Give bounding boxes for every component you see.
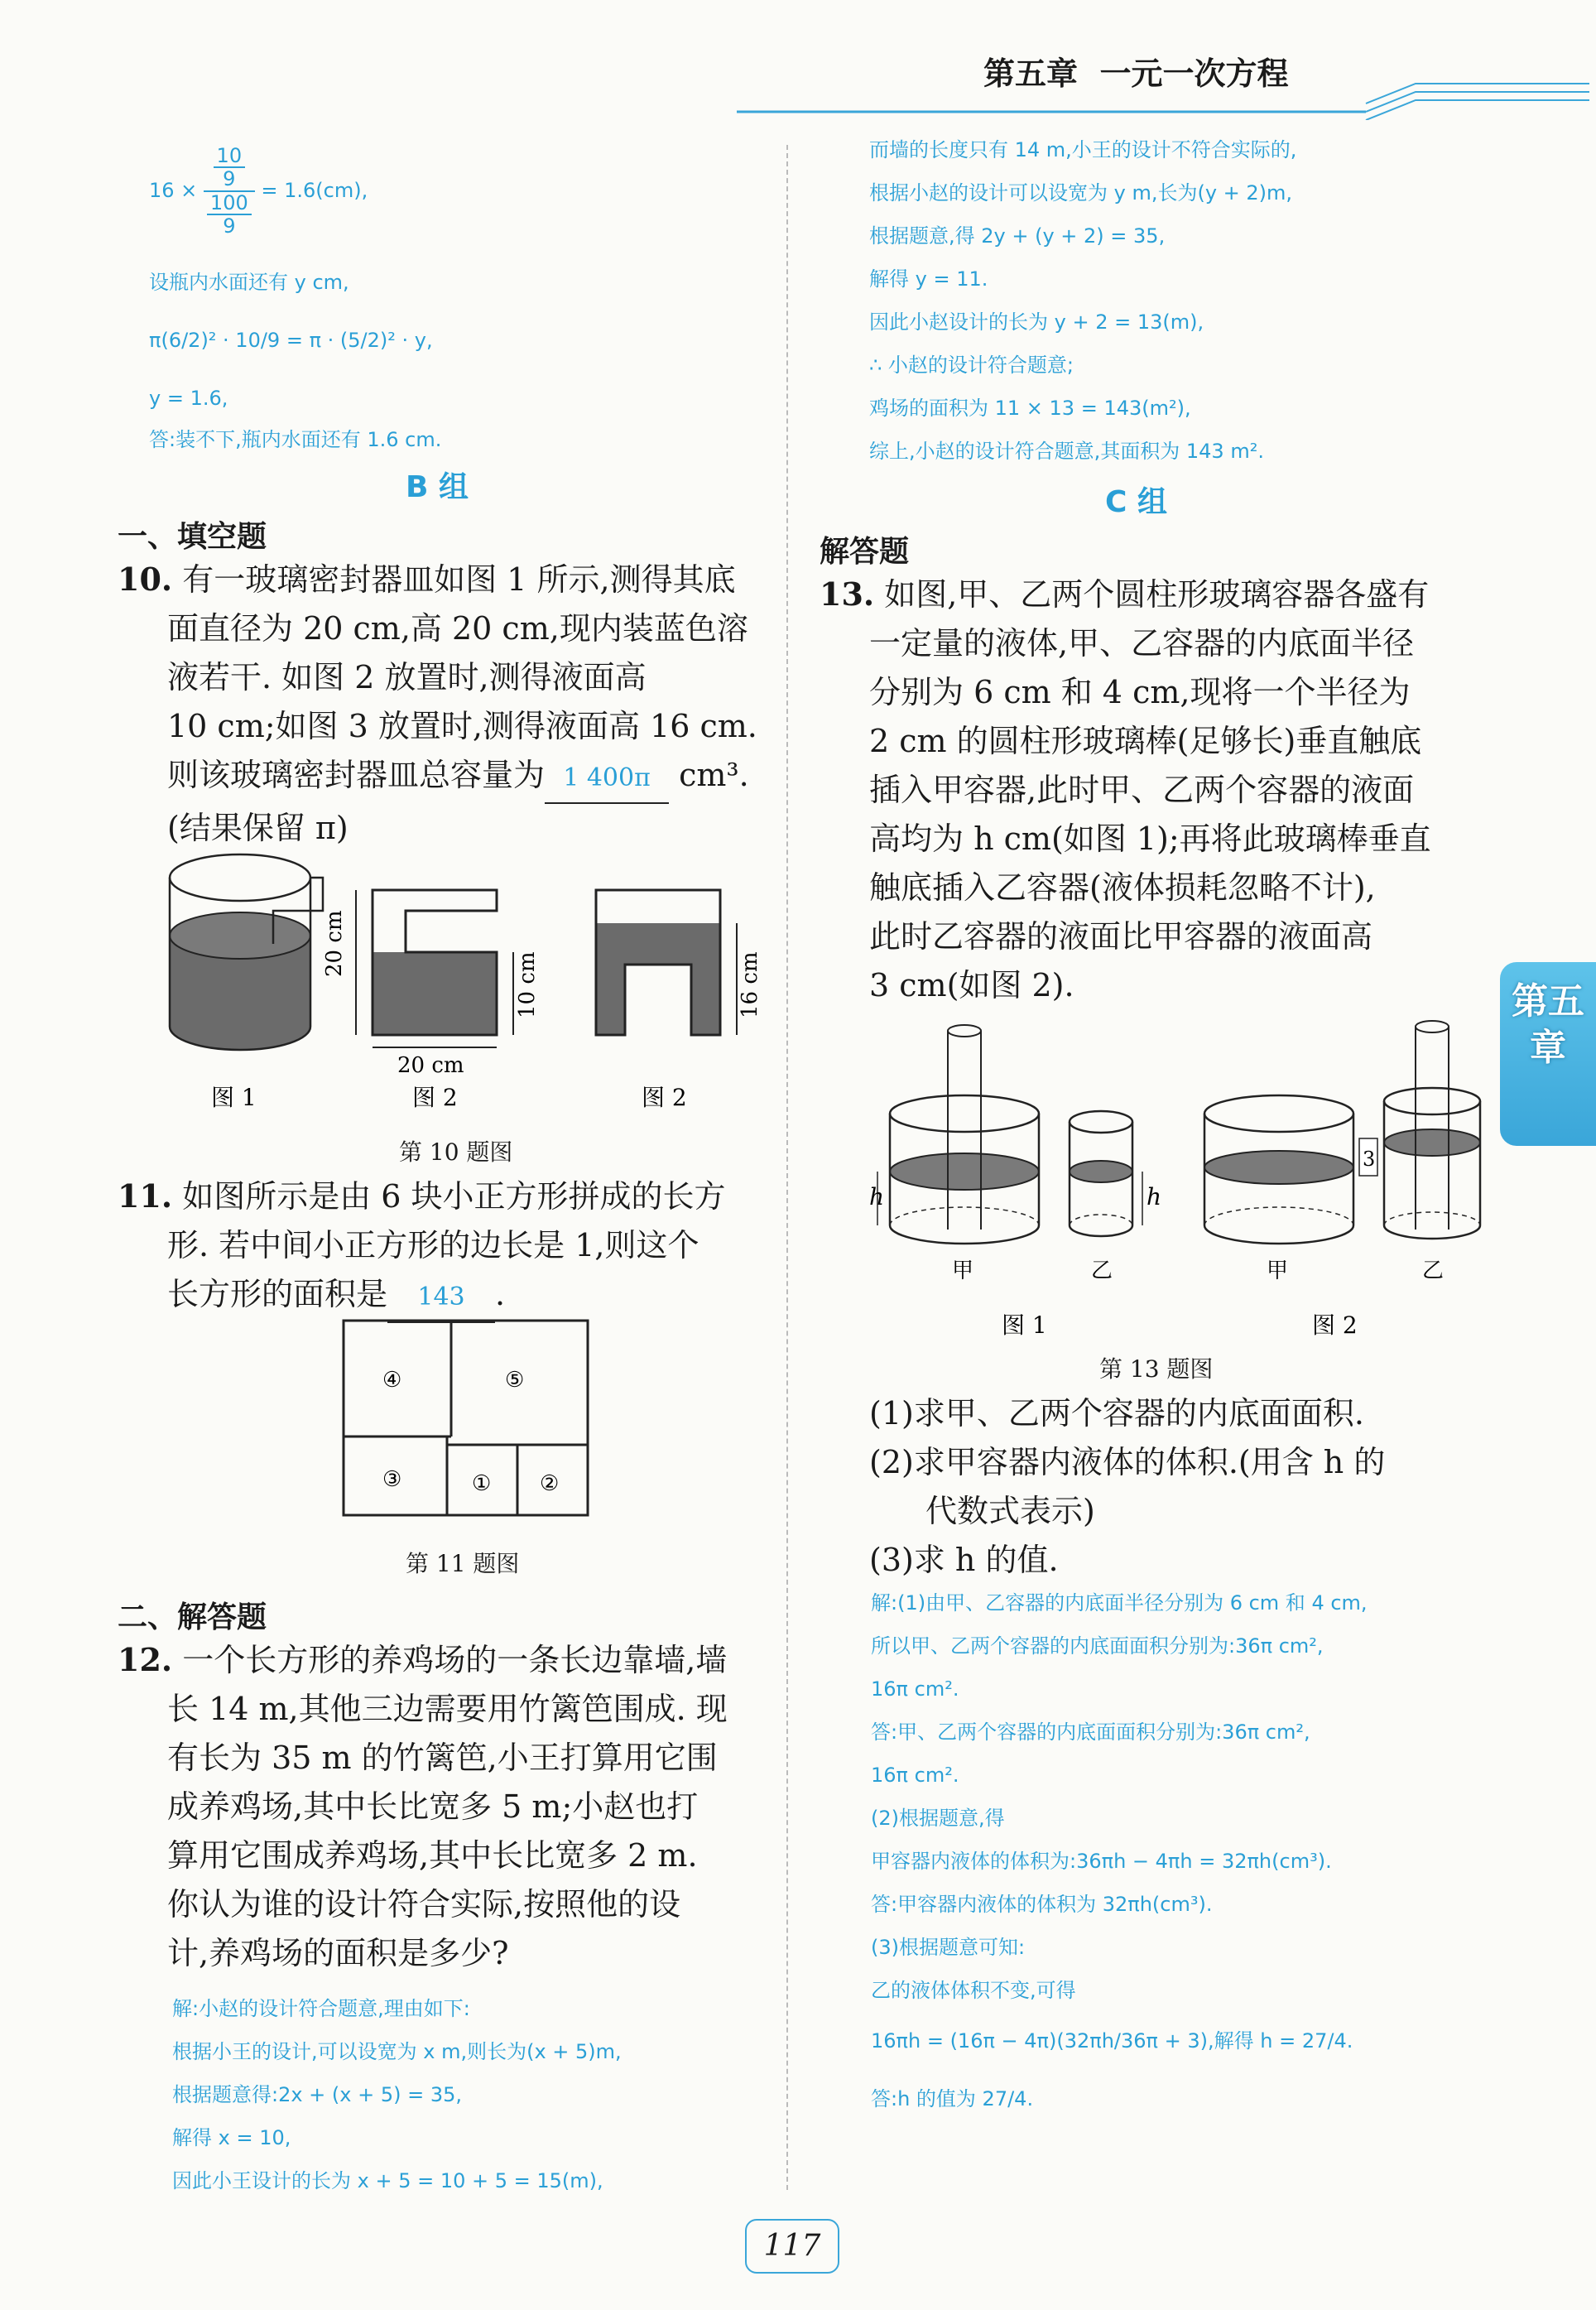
square-5-label: ⑤ — [505, 1368, 525, 1393]
right-top-solution: 而墙的长度只有 14 m,小王的设计不符合实际的, 根据小赵的设计可以设宽为 y m,长为(y + 2)m, 根据题意,得 2y + (y + 2) = 35, 解得 y = 11. 因此小赵设计的长为 y + 2 = 13(m), ∴ 小赵的设计符合题意; 鸡场的面积为 11 × 13 = 143(m²), 综上,小赵的设计符合题意,其面积为 143 m². — [869, 138, 1297, 463]
answer-blank-q11: 143 — [387, 1273, 495, 1323]
q10-caption: 第 10 题图 — [399, 1138, 513, 1166]
label-yi-1: 乙 — [1091, 1258, 1113, 1283]
fig2-container-jia — [1204, 1095, 1377, 1244]
q13-solution: 解:(1)由甲、乙容器的内底面半径分别为 6 cm 和 4 cm, 所以甲、乙两个容器的内底面面积分别为:36π cm², 16π cm². 答:甲、乙两个容器的内底面面积分别为:36π cm², 16π cm². (2)根据题意,得 甲容器内液体的体积为:36πh − 4πh = 32πh(cm³). 答:甲容器内液体的体积为 32πh(cm³). (3)根据题意可知: 乙的液体体积不变,可得 16πh = (16π − 4π)(32πh/36π + 3),解得 h = 27/4. 答:h 的值为 27/4. — [871, 1591, 1368, 2110]
column-divider — [786, 145, 788, 2190]
dim-20cm-horizontal: 20 cm — [397, 1053, 464, 1078]
label-h-yi: h — [1147, 1183, 1162, 1210]
label-h-jia: h — [869, 1183, 885, 1210]
q13-parts: (1)求甲、乙两个容器的内底面面积. (2)求甲容器内液体的体积.(用含 h 的 代数式表示) (3)求 h 的值. — [869, 1395, 1386, 1578]
page-number-box — [745, 2219, 839, 2274]
page-number: 117 — [763, 2229, 821, 2263]
fig1-cylinder — [170, 854, 323, 1050]
label-jia-1: 甲 — [952, 1258, 974, 1283]
q11-caption: 第 11 题图 — [406, 1550, 520, 1577]
group-c-heading: C 组 — [1105, 485, 1167, 519]
question-11: 11. 如图所示是由 6 块小正方形拼成的长方 形. 若中间小正方形的边长是 1,则这个 长方形的面积是 143 . — [118, 1172, 763, 1323]
q12-solution: 解:小赵的设计符合题意,理由如下: 根据小王的设计,可以设宽为 x m,则长为(x + 5)m, 根据题意得:2x + (x + 5) = 35, 解得 x = 10, 因此小王设计的长为 x + 5 = 10 + 5 = 15(m), — [172, 1997, 622, 2192]
fig1-container-jia — [869, 1025, 1039, 1244]
question-13: 13. 如图,甲、乙两个圆柱形玻璃容器各盛有 一定量的液体,甲、乙容器的内底面半径 分别为 6 cm 和 4 cm,现将一个半径为 2 cm 的圆柱形玻璃棒(足够长)垂直触底 插入甲容器,此时甲、乙两个容器的液面 高均为 h cm(如图 1);再将此玻璃棒垂直 触底插入乙容器(液体损耗忽略不计), 此时乙容器的液面比甲容器的液面高 3 cm(如图 2). — [820, 575, 1431, 1003]
square-1-label: ① — [472, 1471, 492, 1496]
question-10: 10. 有一玻璃密封器皿如图 1 所示,测得其底 面直径为 20 cm,高 20 cm,现内装蓝色溶 液若干. 如图 2 放置时,测得液面高 10 cm;如图 3 放置时,测得液面高 16 cm. 则该玻璃密封器皿总容量为 1 400π cm³. (结果保留 π) — [118, 561, 757, 846]
chapter-side-tab[interactable]: 第五章 — [1500, 962, 1596, 1146]
square-4-label: ④ — [382, 1368, 402, 1393]
label-3cm: 3 — [1363, 1148, 1376, 1171]
fig3-label: 图 2 — [642, 1084, 687, 1111]
section-c-answer-questions: 解答题 — [820, 535, 910, 569]
fig2-label: 图 2 — [412, 1084, 458, 1111]
answer-line-1: 16 × $\frac{\frac{10}{9}}{\frac{100}{9}}$ = 1.6(cm), — [149, 144, 368, 238]
label-yi-2: 乙 — [1422, 1258, 1445, 1283]
chapter-title: 第五章 一元一次方程 — [983, 55, 1289, 92]
dim-20cm-vertical: 20 cm — [322, 910, 347, 977]
q13-caption: 第 13 题图 — [1099, 1355, 1214, 1383]
dim-10cm: 10 cm — [515, 951, 540, 1018]
fig1-label: 图 1 — [211, 1084, 257, 1111]
square-3-label: ③ — [382, 1467, 402, 1492]
fig3-section — [596, 890, 762, 1035]
header-lines — [737, 46, 1596, 120]
q13-figures — [869, 1014, 1498, 1345]
fraction: $\frac{\frac{10}{9}}{\frac{100}{9}}$ — [204, 145, 255, 238]
label-jia-2: 甲 — [1267, 1258, 1289, 1283]
question-12: 12. 一个长方形的养鸡场的一条长边靠墙,墙 长 14 m,其他三边需要用竹篱笆围成. 现 有长为 35 m 的竹篱笆,小王打算用它围 成养鸡场,其中长比宽多 5 m;小赵也打 算用它围成养鸡场,其中长比宽多 2 m. 你认为谁的设计符合实际,按照他的设 计,养鸡场的面积是多少? — [118, 1641, 728, 1971]
fig2-section — [322, 890, 540, 1078]
answer-line-2: 设瓶内水面还有 y cm, — [149, 271, 349, 294]
q10-figures — [157, 853, 778, 1134]
fig1-container-yi — [1070, 1111, 1161, 1236]
square-2-label: ② — [540, 1471, 560, 1496]
section-answer-questions: 二、解答题 — [118, 1600, 267, 1634]
fig2-container-yi — [1384, 1021, 1480, 1239]
answer-line-5: 答:装不下,瓶内水面还有 1.6 cm. — [149, 428, 442, 451]
group-b-heading: B 组 — [406, 470, 469, 504]
answer-line-3: π(6/2)² · 10/9 = π · (5/2)² · y, — [149, 329, 433, 352]
dim-16cm: 16 cm — [738, 951, 762, 1018]
answer-line-4: y = 1.6, — [149, 387, 228, 410]
answer-blank-q10: 1 400π — [545, 753, 669, 804]
fig1-label-q13: 图 1 — [1002, 1311, 1047, 1339]
q11-figure — [339, 1316, 596, 1523]
section-fill-blank: 一、填空题 — [118, 520, 267, 554]
fig2-label-q13: 图 2 — [1312, 1311, 1358, 1339]
